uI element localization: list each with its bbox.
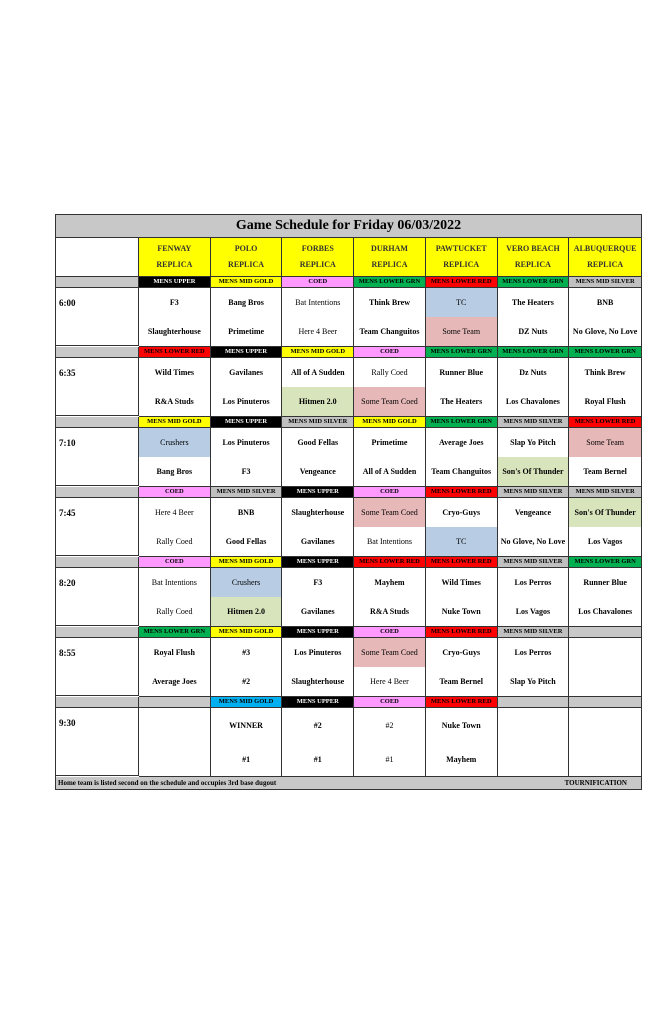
division-label: MENS MID SILVER (498, 487, 570, 498)
game-cell (139, 358, 211, 417)
division-label: MENS LOWER RED (569, 417, 641, 428)
home-team: R&A Studs (370, 607, 409, 616)
division-label: MENS LOWER RED (426, 627, 498, 638)
field-header (211, 238, 283, 277)
home-team: Slap Yo Pitch (510, 677, 556, 686)
home-team: Good Fellas (225, 537, 267, 546)
division-label: COED (139, 487, 211, 498)
time-slot-row (56, 568, 641, 627)
home-team: Team Bernel (439, 677, 483, 686)
away-team: Some Team Coed (354, 638, 425, 667)
game-cell (354, 638, 426, 697)
game-cell (498, 638, 570, 697)
game-cell (211, 638, 283, 697)
home-team: Nuke Town (441, 607, 481, 616)
away-team: Royal Flush (153, 648, 195, 657)
division-label: MENS MID GOLD (211, 277, 283, 288)
game-cell (354, 428, 426, 487)
game-cell (426, 498, 498, 557)
time-slots (56, 277, 641, 777)
away-team: Son's Of Thunder (569, 498, 641, 527)
division-label: MENS UPPER (282, 557, 354, 568)
away-team: Crushers (211, 568, 282, 597)
home-team: Los Pinuteros (222, 397, 270, 406)
division-label: MENS UPPER (282, 697, 354, 708)
division-label: COED (139, 557, 211, 568)
game-cell (354, 708, 426, 777)
division-label: MENS UPPER (211, 417, 283, 428)
slot-time: 7:10 (56, 428, 139, 486)
game-cell (426, 568, 498, 627)
game-cell (426, 428, 498, 487)
home-team: All of A Sudden (362, 467, 417, 476)
home-team (569, 667, 641, 696)
division-label: MENS MID SILVER (569, 487, 641, 498)
away-team: Average Joes (438, 438, 484, 447)
away-team: F3 (313, 578, 323, 587)
game-cell (569, 498, 641, 557)
game-cell (426, 638, 498, 697)
division-label: MENS LOWER GRN (569, 347, 641, 358)
game-cell (354, 568, 426, 627)
home-team: Average Joes (152, 677, 197, 686)
away-team: Dz Nuts (519, 368, 547, 377)
away-team: Crushers (139, 428, 210, 457)
division-label (569, 627, 641, 638)
division-label: MENS LOWER GRN (569, 557, 641, 568)
division-label (498, 697, 570, 708)
division-label: MENS MID SILVER (282, 417, 354, 428)
away-team: Runner Blue (439, 368, 484, 377)
home-team: Rally Coed (156, 607, 193, 616)
game-cell (354, 498, 426, 557)
game-cell (139, 638, 211, 697)
home-team: Slaughterhouse (291, 677, 345, 686)
game-cell (139, 568, 211, 627)
home-team: Team Changuitos (431, 467, 492, 476)
home-team: Team Changuitos (359, 327, 420, 336)
game-cell (498, 358, 570, 417)
division-label (569, 697, 641, 708)
division-label: COED (354, 347, 426, 358)
game-cell (569, 638, 641, 697)
division-label: MENS LOWER RED (354, 557, 426, 568)
home-team: Some Team (426, 317, 497, 346)
game-cell (569, 428, 641, 487)
home-team: Primetime (228, 327, 265, 336)
away-team: Gavilanes (229, 368, 263, 377)
game-cell (211, 498, 283, 557)
division-label: COED (354, 697, 426, 708)
division-label: MENS MID GOLD (211, 627, 283, 638)
home-team: TC (426, 527, 497, 556)
away-team: TC (426, 288, 497, 317)
division-row (56, 557, 641, 568)
game-cell (211, 708, 283, 777)
slot-time: 6:35 (56, 358, 139, 416)
game-cell (282, 428, 354, 487)
game-cell (282, 498, 354, 557)
field-subtitle: REPLICA (228, 260, 265, 269)
game-cell (139, 288, 211, 347)
division-row (56, 487, 641, 498)
field-header (569, 238, 641, 277)
division-label: MENS LOWER GRN (139, 627, 211, 638)
away-team: Los Perros (514, 578, 552, 587)
home-team: Gavilanes (300, 607, 335, 616)
home-team: Los Chavalones (505, 397, 560, 406)
division-spacer (56, 627, 139, 638)
away-team (569, 708, 641, 742)
division-label: MENS UPPER (139, 277, 211, 288)
field-header (282, 238, 354, 277)
slot-time: 9:30 (56, 708, 139, 776)
field-name: DURHAM (371, 244, 408, 253)
home-team: The Heaters (440, 397, 483, 406)
away-team: Think Brew (584, 368, 626, 377)
home-team: Los Chavalones (578, 607, 633, 616)
field-header (426, 238, 498, 277)
field-header (354, 238, 426, 277)
game-cell (282, 708, 354, 777)
away-team: Bang Bros (228, 298, 264, 307)
field-subtitle: REPLICA (371, 260, 408, 269)
game-cell (498, 498, 570, 557)
time-slot-row (56, 708, 641, 777)
game-cell (282, 568, 354, 627)
division-label: COED (282, 277, 354, 288)
slot-time: 8:20 (56, 568, 139, 626)
field-name: ALBUQUERQUE (573, 244, 637, 253)
away-team: Runner Blue (583, 578, 627, 587)
home-team: Son's Of Thunder (498, 457, 569, 486)
away-team: Los Pinuteros (294, 648, 342, 657)
footer-bar (56, 777, 641, 789)
division-row (56, 277, 641, 288)
division-label: MENS LOWER RED (426, 277, 498, 288)
footer-brand: TOURNIFICATION (564, 779, 627, 787)
division-spacer (56, 277, 139, 288)
division-label: MENS MID GOLD (354, 417, 426, 428)
away-team: #2 (385, 720, 394, 730)
slot-time: 6:00 (56, 288, 139, 346)
game-cell (211, 358, 283, 417)
game-cell (211, 568, 283, 627)
division-label: MENS MID GOLD (139, 417, 211, 428)
home-team: Hitmen 2.0 (211, 597, 282, 626)
field-subtitle: REPLICA (514, 260, 551, 269)
division-label: MENS LOWER GRN (426, 347, 498, 358)
slot-time: 8:55 (56, 638, 139, 696)
game-cell (211, 288, 283, 347)
division-spacer (56, 557, 139, 568)
division-label (139, 697, 211, 708)
division-label: MENS MID SILVER (569, 277, 641, 288)
away-team: Think Brew (369, 298, 410, 307)
home-team: #1 (242, 754, 251, 764)
division-spacer (56, 697, 139, 708)
division-label: MENS MID SILVER (498, 627, 570, 638)
home-team: Team Bernel (583, 467, 627, 476)
field-subtitle: REPLICA (443, 260, 480, 269)
game-cell (569, 568, 641, 627)
division-row (56, 347, 641, 358)
division-label: COED (354, 487, 426, 498)
division-label: MENS LOWER RED (426, 697, 498, 708)
game-cell (282, 288, 354, 347)
home-team: Slaughterhouse (147, 327, 201, 336)
division-spacer (56, 487, 139, 498)
home-team: Bang Bros (156, 467, 193, 476)
division-label: MENS MID GOLD (211, 557, 283, 568)
away-team: Los Perros (514, 648, 552, 657)
away-team (498, 708, 569, 742)
field-header-row (56, 238, 641, 277)
away-team: BNB (596, 298, 614, 307)
home-team: #2 (242, 677, 251, 686)
division-label: MENS MID GOLD (282, 347, 354, 358)
away-team: Bat Intentions (295, 298, 341, 307)
division-label: COED (354, 627, 426, 638)
away-team: All of A Sudden (290, 368, 345, 377)
division-label: MENS LOWER GRN (426, 417, 498, 428)
division-label: MENS LOWER GRN (354, 277, 426, 288)
away-team: Good Fellas (297, 438, 339, 447)
time-slot-row (56, 428, 641, 487)
home-team: Here 4 Beer (370, 677, 409, 686)
away-team: Vengeance (514, 508, 551, 517)
home-team: Royal Flush (584, 397, 626, 406)
division-label: MENS UPPER (211, 347, 283, 358)
away-team: Slap Yo Pitch (510, 438, 556, 447)
game-cell (426, 358, 498, 417)
game-cell (211, 428, 283, 487)
home-team: DZ Nuts (518, 327, 548, 336)
game-cell (139, 708, 211, 777)
home-team: No Glove, No Love (572, 327, 638, 336)
time-slot-row (56, 498, 641, 557)
away-team: Rally Coed (371, 368, 408, 377)
game-cell (498, 428, 570, 487)
game-cell (282, 358, 354, 417)
game-cell (498, 708, 570, 777)
away-team: Cryo-Guys (442, 508, 481, 517)
division-label: MENS UPPER (282, 627, 354, 638)
field-name: PAWTUCKET (435, 244, 487, 253)
away-team: Mayhem (374, 578, 405, 587)
away-team: Some Team (569, 428, 641, 457)
home-team: R&A Studs (154, 397, 194, 406)
time-slot-row (56, 638, 641, 697)
game-cell (498, 568, 570, 627)
game-cell (426, 708, 498, 777)
away-team: The Heaters (511, 298, 554, 307)
game-cell (426, 288, 498, 347)
home-team: Gavilanes (300, 537, 335, 546)
corner-cell (56, 238, 139, 277)
away-team: Some Team Coed (354, 498, 425, 527)
division-label: MENS MID SILVER (498, 417, 570, 428)
field-name: FORBES (301, 244, 334, 253)
home-team: Mayhem (446, 754, 477, 764)
division-label: MENS MID GOLD (211, 697, 283, 708)
division-label: MENS LOWER RED (426, 487, 498, 498)
division-label: MENS LOWER RED (426, 557, 498, 568)
away-team: #2 (313, 720, 322, 730)
division-label: MENS LOWER RED (139, 347, 211, 358)
away-team (569, 638, 641, 667)
away-team: Wild Times (441, 578, 481, 587)
game-cell (498, 288, 570, 347)
division-spacer (56, 417, 139, 428)
away-team: Slaughterhouse (291, 508, 345, 517)
game-cell (354, 288, 426, 347)
home-team: Los Vagos (515, 607, 551, 616)
home-team: #1 (313, 754, 322, 764)
away-team: BNB (237, 508, 255, 517)
division-label: MENS MID SILVER (211, 487, 283, 498)
home-team: Los Vagos (587, 537, 623, 546)
field-name: FENWAY (157, 244, 192, 253)
division-row (56, 697, 641, 708)
away-team: F3 (169, 298, 179, 307)
away-team: Nuke Town (441, 720, 481, 730)
division-label: MENS LOWER GRN (498, 347, 570, 358)
schedule-sheet (55, 214, 642, 790)
game-cell (282, 638, 354, 697)
home-team (498, 742, 569, 776)
away-team: Primetime (371, 438, 408, 447)
slot-time: 7:45 (56, 498, 139, 556)
division-spacer (56, 347, 139, 358)
game-cell (569, 708, 641, 777)
schedule-title: Game Schedule for Friday 06/03/2022 (56, 215, 641, 238)
time-slot-row (56, 288, 641, 347)
home-team (139, 742, 210, 776)
home-team: Some Team Coed (354, 387, 425, 416)
home-team: No Glove, No Love (500, 537, 566, 546)
field-subtitle: REPLICA (299, 260, 336, 269)
away-team: Bat Intentions (151, 578, 197, 587)
division-label: MENS UPPER (282, 487, 354, 498)
division-label: MENS LOWER GRN (498, 277, 570, 288)
away-team: WINNER (229, 720, 263, 730)
time-slot-row (56, 358, 641, 417)
field-name: VERO BEACH (506, 244, 560, 253)
division-row (56, 627, 641, 638)
game-cell (569, 358, 641, 417)
away-team: Los Pinuteros (222, 438, 270, 447)
game-cell (139, 428, 211, 487)
away-team (139, 708, 210, 742)
home-team: F3 (241, 467, 251, 476)
field-subtitle: REPLICA (587, 260, 624, 269)
home-team: Bat Intentions (366, 537, 413, 546)
away-team: Cryo-Guys (442, 648, 481, 657)
field-name: POLO (234, 244, 258, 253)
away-team: Here 4 Beer (155, 508, 194, 517)
field-subtitle: REPLICA (156, 260, 193, 269)
home-team: Vengeance (299, 467, 336, 476)
game-cell (139, 498, 211, 557)
home-team: Rally Coed (156, 537, 193, 546)
game-cell (569, 288, 641, 347)
home-team: Here 4 Beer (298, 327, 338, 336)
home-team (569, 742, 641, 776)
game-cell (354, 358, 426, 417)
away-team: Wild Times (154, 368, 195, 377)
home-team: Hitmen 2.0 (282, 387, 353, 416)
division-label: MENS MID SILVER (498, 557, 570, 568)
home-team: #1 (385, 754, 394, 764)
division-row (56, 417, 641, 428)
field-header (498, 238, 570, 277)
field-header (139, 238, 211, 277)
footer-note: Home team is listed second on the schedule and occupies 3rd base dugout (58, 779, 277, 787)
away-team: #3 (242, 648, 251, 657)
